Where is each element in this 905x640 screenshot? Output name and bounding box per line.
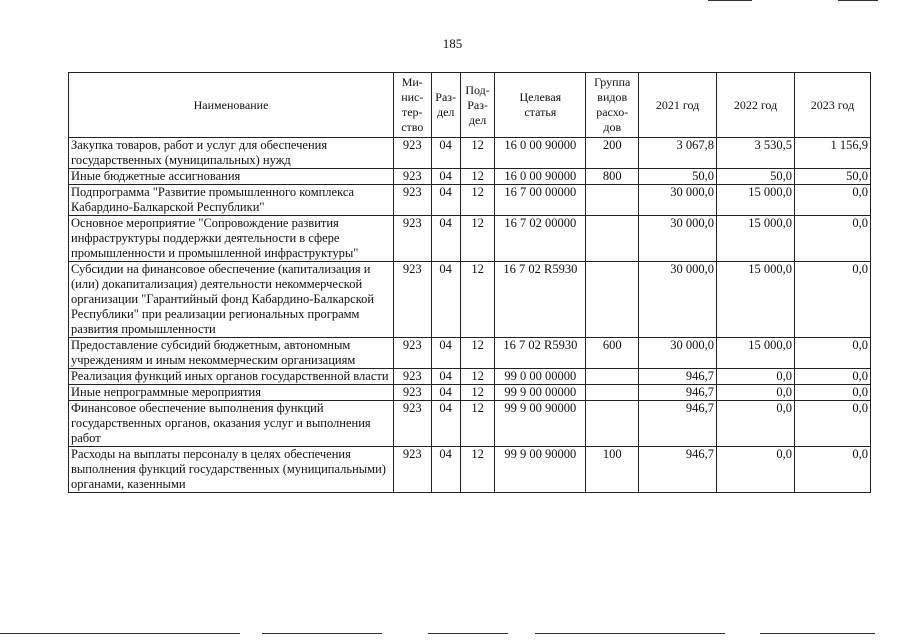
cell-target: 16 0 00 90000 bbox=[495, 138, 586, 169]
cell-y2022: 3 530,5 bbox=[717, 138, 795, 169]
cell-subsection: 12 bbox=[460, 185, 494, 216]
cell-y2021: 30 000,0 bbox=[639, 338, 717, 369]
cell-y2023: 0,0 bbox=[795, 216, 871, 262]
cell-group bbox=[586, 385, 639, 401]
cell-group: 200 bbox=[586, 138, 639, 169]
scan-line bbox=[708, 0, 752, 1]
cell-group bbox=[586, 262, 639, 338]
cell-ministry: 923 bbox=[394, 262, 431, 338]
cell-target: 99 9 00 00000 bbox=[495, 385, 586, 401]
cell-subsection: 12 bbox=[460, 262, 494, 338]
cell-y2022: 15 000,0 bbox=[717, 262, 795, 338]
table-row bbox=[69, 401, 871, 447]
cell-ministry: 923 bbox=[394, 169, 431, 185]
header-target: Целевая статья bbox=[495, 73, 586, 138]
cell-group bbox=[586, 369, 639, 385]
cell-section: 04 bbox=[431, 185, 460, 216]
cell-group: 100 bbox=[586, 447, 639, 493]
cell-target: 99 9 00 90000 bbox=[495, 447, 586, 493]
scan-line bbox=[428, 633, 508, 634]
cell-ministry: 923 bbox=[394, 185, 431, 216]
cell-section: 04 bbox=[431, 216, 460, 262]
cell-y2022: 0,0 bbox=[717, 401, 795, 447]
cell-target: 16 7 02 00000 bbox=[495, 216, 586, 262]
cell-y2023: 0,0 bbox=[795, 401, 871, 447]
cell-y2021: 946,7 bbox=[639, 401, 717, 447]
cell-subsection: 12 bbox=[460, 338, 494, 369]
header-group: Группа видов расхо- дов bbox=[586, 73, 639, 138]
cell-target: 99 0 00 00000 bbox=[495, 369, 586, 385]
cell-name: Иные непрограммные мероприятия bbox=[69, 385, 394, 401]
table-row bbox=[69, 169, 871, 185]
cell-subsection: 12 bbox=[460, 447, 494, 493]
cell-name: Реализация функций иных органов государственной власти bbox=[69, 369, 394, 385]
cell-target: 16 7 02 R5930 bbox=[495, 262, 586, 338]
table-row bbox=[69, 385, 871, 401]
page-number: 185 bbox=[442, 36, 463, 51]
cell-ministry: 923 bbox=[394, 385, 431, 401]
header-2023: 2023 год bbox=[795, 73, 871, 138]
cell-ministry: 923 bbox=[394, 138, 431, 169]
cell-y2022: 50,0 bbox=[717, 169, 795, 185]
scan-line bbox=[0, 633, 240, 634]
cell-subsection: 12 bbox=[460, 169, 494, 185]
cell-y2023: 0,0 bbox=[795, 447, 871, 493]
cell-section: 04 bbox=[431, 401, 460, 447]
cell-y2023: 50,0 bbox=[795, 169, 871, 185]
cell-section: 04 bbox=[431, 385, 460, 401]
cell-y2022: 15 000,0 bbox=[717, 338, 795, 369]
cell-subsection: 12 bbox=[460, 216, 494, 262]
cell-name: Финансовое обеспечение выполнения функций государственных органов, оказания услуг и выполнения работ bbox=[69, 401, 394, 447]
cell-y2021: 30 000,0 bbox=[639, 185, 717, 216]
cell-y2023: 0,0 bbox=[795, 385, 871, 401]
cell-target: 16 0 00 90000 bbox=[495, 169, 586, 185]
cell-ministry: 923 bbox=[394, 338, 431, 369]
header-row bbox=[69, 73, 871, 138]
cell-y2023: 1 156,9 bbox=[795, 138, 871, 169]
cell-group: 600 bbox=[586, 338, 639, 369]
table-row bbox=[69, 447, 871, 493]
cell-group bbox=[586, 216, 639, 262]
cell-y2021: 946,7 bbox=[639, 447, 717, 493]
cell-y2021: 50,0 bbox=[639, 169, 717, 185]
cell-section: 04 bbox=[431, 447, 460, 493]
table-row bbox=[69, 216, 871, 262]
cell-ministry: 923 bbox=[394, 447, 431, 493]
cell-y2022: 15 000,0 bbox=[717, 216, 795, 262]
table-row bbox=[69, 338, 871, 369]
cell-name: Субсидии на финансовое обеспечение (капитализация и (или) докапитализация) деятельности некоммерческой организации "Гарантийный фонд Кабардино-Балкарской Республики" при реализации региональных программ развития промышленности bbox=[69, 262, 394, 338]
cell-y2023: 0,0 bbox=[795, 338, 871, 369]
cell-section: 04 bbox=[431, 262, 460, 338]
cell-group bbox=[586, 401, 639, 447]
cell-subsection: 12 bbox=[460, 385, 494, 401]
table-row bbox=[69, 185, 871, 216]
cell-ministry: 923 bbox=[394, 369, 431, 385]
cell-target: 16 7 00 00000 bbox=[495, 185, 586, 216]
table-body bbox=[69, 138, 871, 493]
cell-y2022: 15 000,0 bbox=[717, 185, 795, 216]
table-row bbox=[69, 262, 871, 338]
table-row bbox=[69, 369, 871, 385]
cell-y2023: 0,0 bbox=[795, 262, 871, 338]
cell-ministry: 923 bbox=[394, 401, 431, 447]
cell-section: 04 bbox=[431, 169, 460, 185]
cell-group bbox=[586, 185, 639, 216]
cell-ministry: 923 bbox=[394, 216, 431, 262]
cell-y2021: 946,7 bbox=[639, 385, 717, 401]
header-subsection: Под- Раз- дел bbox=[460, 73, 494, 138]
cell-subsection: 12 bbox=[460, 138, 494, 169]
cell-y2021: 30 000,0 bbox=[639, 262, 717, 338]
header-name: Наименование bbox=[69, 73, 394, 138]
cell-target: 16 7 02 R5930 bbox=[495, 338, 586, 369]
header-2022: 2022 год bbox=[717, 73, 795, 138]
header-section: Раз- дел bbox=[431, 73, 460, 138]
cell-y2021: 946,7 bbox=[639, 369, 717, 385]
cell-section: 04 bbox=[431, 138, 460, 169]
scan-line bbox=[760, 633, 875, 634]
cell-name: Закупка товаров, работ и услуг для обеспечения государственных (муниципальных) нужд bbox=[69, 138, 394, 169]
cell-y2022: 0,0 bbox=[717, 385, 795, 401]
cell-subsection: 12 bbox=[460, 369, 494, 385]
cell-y2021: 30 000,0 bbox=[639, 216, 717, 262]
cell-y2021: 3 067,8 bbox=[639, 138, 717, 169]
cell-name: Подпрограмма "Развитие промышленного комплекса Кабардино-Балкарской Республики" bbox=[69, 185, 394, 216]
header-2021: 2021 год bbox=[639, 73, 717, 138]
cell-name: Иные бюджетные ассигнования bbox=[69, 169, 394, 185]
cell-target: 99 9 00 90000 bbox=[495, 401, 586, 447]
cell-subsection: 12 bbox=[460, 401, 494, 447]
cell-name: Предоставление субсидий бюджетным, автономным учреждениям и иным некоммерческим организациям bbox=[69, 338, 394, 369]
cell-y2022: 0,0 bbox=[717, 369, 795, 385]
cell-name: Расходы на выплаты персоналу в целях обеспечения выполнения функций государственных (муниципальными) органами, казенными bbox=[69, 447, 394, 493]
budget-table bbox=[68, 72, 871, 493]
cell-section: 04 bbox=[431, 369, 460, 385]
cell-y2022: 0,0 bbox=[717, 447, 795, 493]
scan-line bbox=[838, 0, 878, 1]
scan-line bbox=[535, 633, 725, 634]
header-ministry: Ми- нис- тер- ство bbox=[394, 73, 431, 138]
cell-name: Основное мероприятие "Сопровождение развития инфраструктуры поддержки деятельности в сфере промышленности и промышленной инфраструктуры" bbox=[69, 216, 394, 262]
cell-y2023: 0,0 bbox=[795, 369, 871, 385]
cell-section: 04 bbox=[431, 338, 460, 369]
cell-group: 800 bbox=[586, 169, 639, 185]
scan-line bbox=[262, 633, 382, 634]
cell-y2023: 0,0 bbox=[795, 185, 871, 216]
table-row bbox=[69, 138, 871, 169]
